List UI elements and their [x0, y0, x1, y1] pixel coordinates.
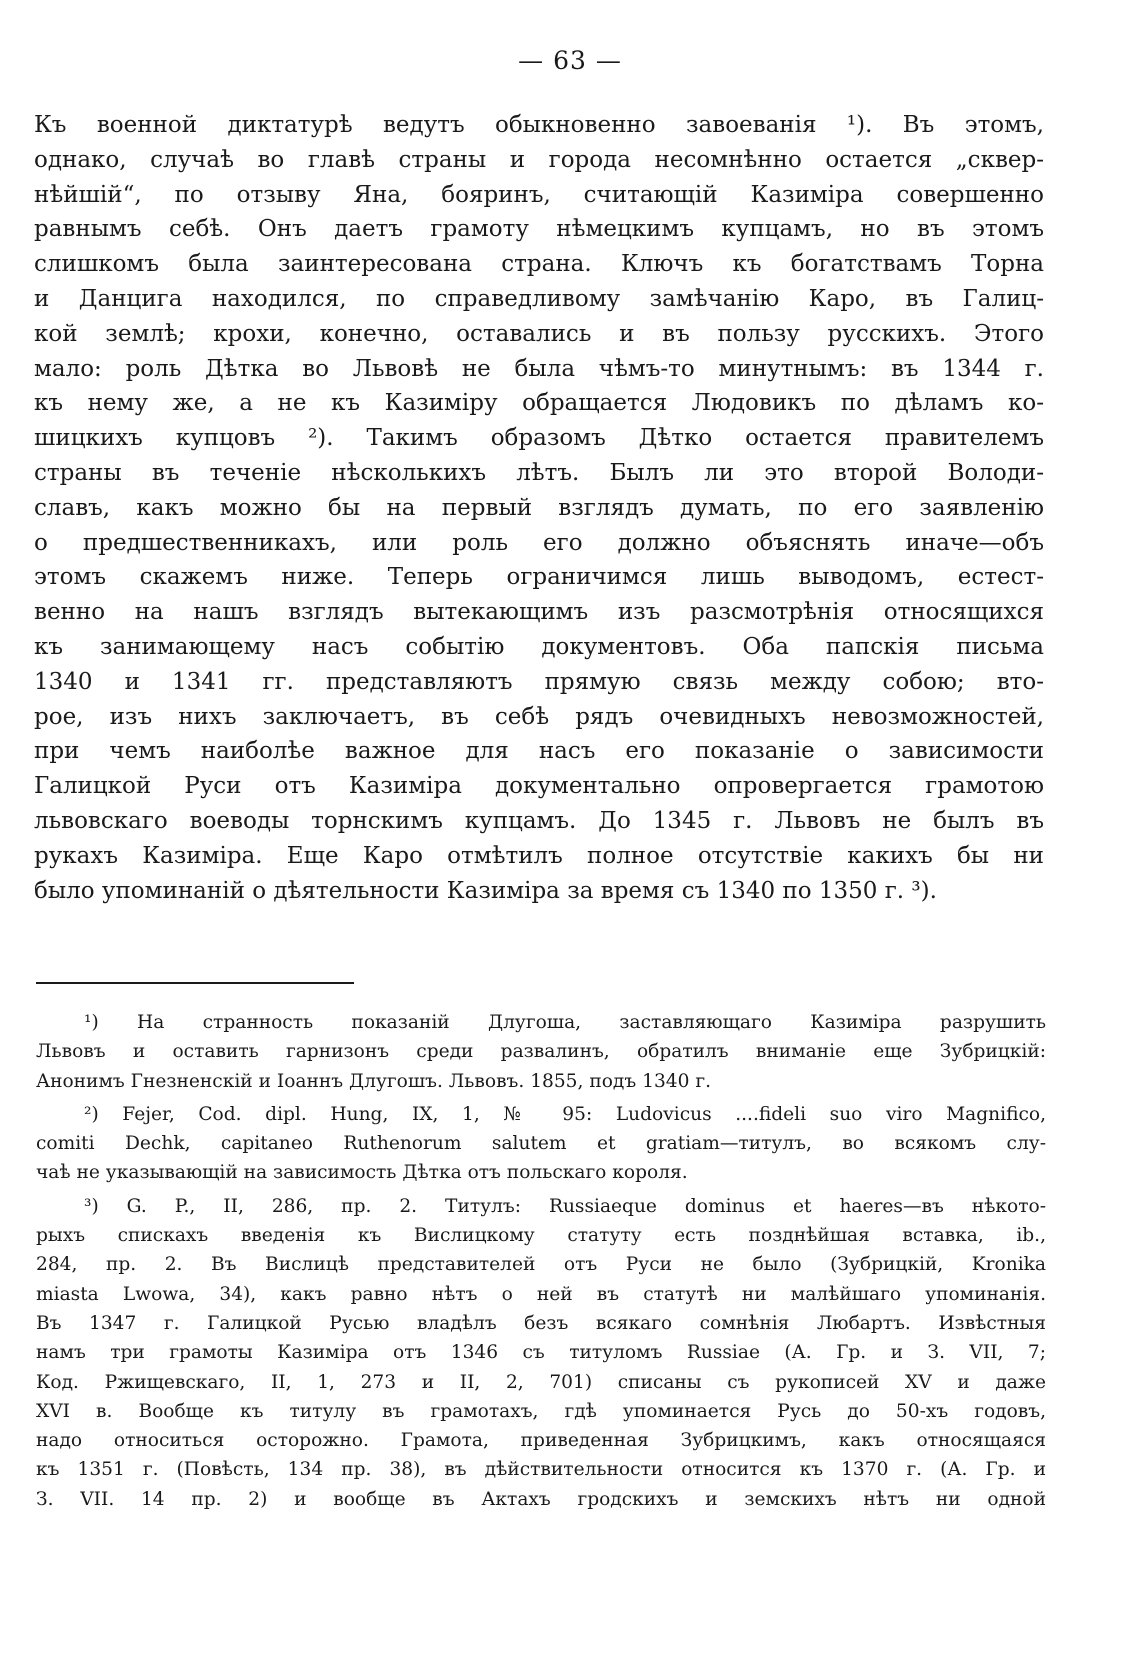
main-text-line: нѣйшій“, по отзыву Яна, бояринъ, считающій Казиміра совершенно	[34, 181, 1044, 208]
main-text-line: кой землѣ; крохи, конечно, оставались и въ пользу русскихъ. Этого	[34, 320, 1044, 347]
footnote-line: ³) G. P., II, 286, пр. 2. Титулъ: Russiaeque dominus et haeres—въ нѣкото-	[84, 1195, 1046, 1217]
footnotes	[36, 1008, 1046, 1514]
main-text-line: о предшественникахъ, или роль его должно объяснять иначе—объ	[34, 529, 1044, 556]
footnote-line: XVI в. Вообще къ титулу въ грамотахъ, гдѣ упоминается Русь до 50-хъ годовъ,	[36, 1400, 1046, 1422]
footnote-line: З. VII. 14 пр. 2) и вообще въ Актахъ гродскихъ и земскихъ нѣтъ ни одной	[36, 1488, 1046, 1510]
footnote-line: ²) Fejer, Cod. dipl. Hung, IX, 1, № 95: Ludovicus ....fideli suo viro Magnifico,	[84, 1103, 1046, 1125]
footnote-line: ¹) На странность показаній Длугоша, заставляющаго Казиміра разрушить	[84, 1012, 1046, 1033]
main-text-line: рукахъ Казиміра. Еще Каро отмѣтилъ полное отсутствіе какихъ бы ни	[34, 842, 1044, 869]
main-text-line: при чемъ наиболѣе важное для насъ его показаніе о зависимости	[34, 738, 1044, 765]
main-text-line: къ занимающему насъ событію документовъ. Оба папскія письма	[34, 633, 1044, 660]
main-text-line: однако, случаѣ во главѣ страны и города несомнѣнно остается „сквер-	[34, 146, 1044, 173]
footnote-separator	[36, 982, 354, 984]
main-text-line: Къ военной диктатурѣ ведутъ обыкновенно завоеванія ¹). Въ этомъ,	[34, 112, 1044, 138]
footnote-line: намъ три грамоты Казиміра отъ 1346 съ титуломъ Russiae (А. Гр. и З. VII, 7;	[36, 1342, 1046, 1364]
footnote-line: Код. Ржищевскаго, II, 1, 273 и II, 2, 701) списаны съ рукописей XV и даже	[36, 1371, 1046, 1393]
main-text-line: къ нему же, а не къ Казиміру обращается Людовикъ по дѣламъ ко-	[34, 390, 1044, 417]
main-text-line: венно на нашъ взглядъ вытекающимъ изъ разсмотрѣнія относящихся	[34, 599, 1044, 626]
main-text-line: этомъ скажемъ ниже. Теперь ограничимся лишь выводомъ, естест-	[34, 564, 1044, 591]
main-text-line: львовскаго воеводы торнскимъ купцамъ. До 1345 г. Львовъ не былъ въ	[34, 807, 1044, 834]
footnote-line: comiti Dechk, capitaneo Ruthenorum salutem et gratiam—титулъ, во всякомъ слу-	[36, 1133, 1046, 1155]
footnote-3	[36, 1192, 1046, 1514]
footnote-line: Анонимъ Гнезненскій и Іоаннъ Длугошъ. Львовъ. 1855, подъ 1340 г.	[36, 1070, 711, 1092]
footnote-line: надо относиться осторожно. Грамота, приведенная Зубрицкимъ, какъ относящаяся	[36, 1430, 1046, 1452]
main-text-line: Галицкой Руси отъ Казиміра документально опровергается грамотою	[34, 773, 1044, 800]
main-text-line: и Данцига находился, по справедливому замѣчанію Каро, въ Галиц-	[34, 285, 1044, 312]
main-text	[34, 108, 1044, 908]
footnote-line: Въ 1347 г. Галицкой Русью владѣлъ безъ всякаго сомнѣнія Любартъ. Извѣстныя	[36, 1312, 1046, 1334]
main-text-line: 1340 и 1341 гг. представляютъ прямую связь между собою; вто-	[34, 668, 1044, 695]
footnote-1	[36, 1008, 1046, 1096]
main-text-line: равнымъ себѣ. Онъ даетъ грамоту нѣмецкимъ купцамъ, но въ этомъ	[34, 216, 1044, 243]
main-text-line: шицкихъ купцовъ ²). Такимъ образомъ Дѣтко остается правителемъ	[34, 425, 1044, 452]
footnote-line: рыхъ спискахъ введенія къ Вислицкому статуту есть позднѣйшая вставка, ib.,	[36, 1225, 1046, 1247]
footnote-2	[36, 1100, 1046, 1188]
page-number: — 63 —	[518, 46, 622, 75]
footnote-line: 284, пр. 2. Въ Вислицѣ представителей отъ Руси не было (Зубрицкій, Kronika	[36, 1254, 1046, 1276]
main-text-line: рое, изъ нихъ заключаетъ, въ себѣ рядъ очевидныхъ невозможностей,	[34, 703, 1044, 730]
footnote-line: Львовъ и оставить гарнизонъ среди развалинъ, обратилъ вниманіе еще Зубрицкій:	[36, 1041, 1046, 1063]
main-text-line: было упоминаній о дѣятельности Казиміра за время съ 1340 по 1350 г. ³).	[34, 877, 937, 904]
main-text-line: славъ, какъ можно бы на первый взглядъ думать, по его заявленію	[34, 494, 1044, 521]
main-text-line: слишкомъ была заинтересована страна. Ключъ къ богатствамъ Торна	[34, 251, 1044, 278]
main-text-line: мало: роль Дѣтка во Львовѣ не была чѣмъ-то минутнымъ: въ 1344 г.	[34, 355, 1044, 382]
footnote-line: чаѣ не указывающій на зависимость Дѣтка отъ польскаго короля.	[36, 1162, 688, 1184]
footnote-line: miasta Lwowa, 34), какъ равно нѣтъ о ней въ статутѣ ни малѣйшаго упоминанія.	[36, 1283, 1046, 1305]
footnote-line: къ 1351 г. (Повѣсть, 134 пр. 38), въ дѣйствительности относится къ 1370 г. (А. Гр. и	[36, 1459, 1046, 1481]
main-text-line: страны въ теченіе нѣсколькихъ лѣтъ. Былъ ли это второй Володи-	[34, 459, 1044, 486]
